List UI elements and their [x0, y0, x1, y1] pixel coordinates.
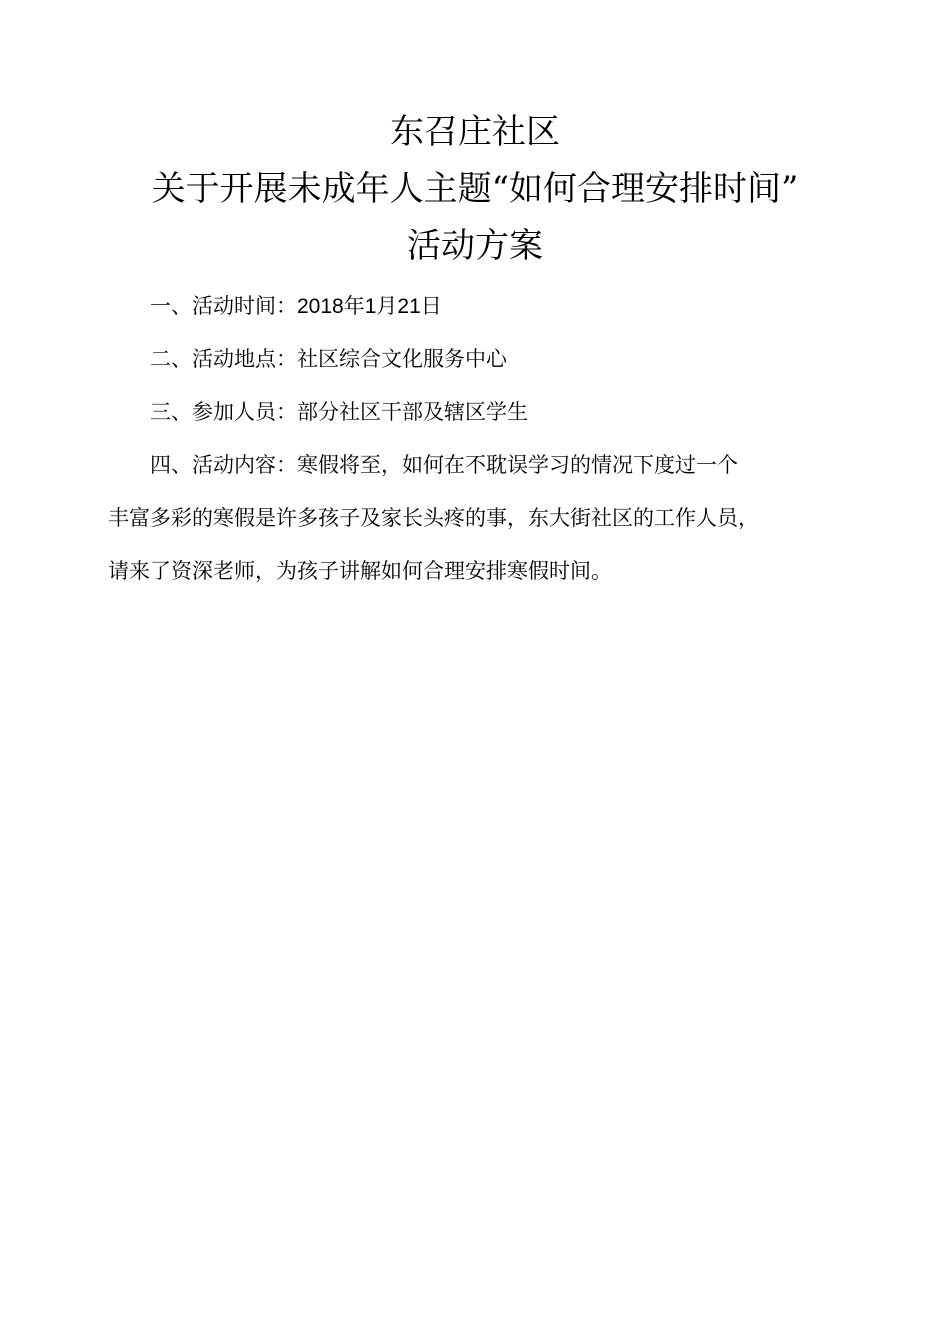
activity-content-line-3: 请来了资深老师，为孩子讲解如何合理安排寒假时间。: [108, 559, 612, 583]
title-line-community: 东召庄社区: [390, 112, 560, 152]
activity-content-item: [108, 439, 838, 598]
document-body: [108, 280, 838, 598]
activity-time-item: [108, 280, 838, 333]
activity-day: 21: [397, 295, 421, 318]
activity-time-label: 一、活动时间：: [150, 294, 297, 318]
month-char: 月: [376, 294, 398, 318]
title-line-topic: 关于开展未成年人主题“如何合理安排时间”: [151, 169, 799, 209]
participants-item: 三、参加人员：部分社区干部及辖区学生: [150, 400, 528, 424]
activity-content-line-2: 丰富多彩的寒假是许多孩子及家长头疼的事，东大街社区的工作人员，: [108, 506, 759, 530]
document-title: [0, 104, 950, 275]
day-char: 日: [420, 294, 442, 318]
activity-content-line-1: 四、活动内容：寒假将至，如何在不耽误学习的情况下度过一个: [150, 453, 738, 477]
title-line-plan: 活动方案: [407, 226, 543, 266]
year-char: 年: [343, 294, 365, 318]
activity-location-item: 二、活动地点：社区综合文化服务中心: [150, 347, 507, 371]
activity-year: 2018: [297, 295, 344, 318]
activity-month: 1: [364, 295, 377, 318]
